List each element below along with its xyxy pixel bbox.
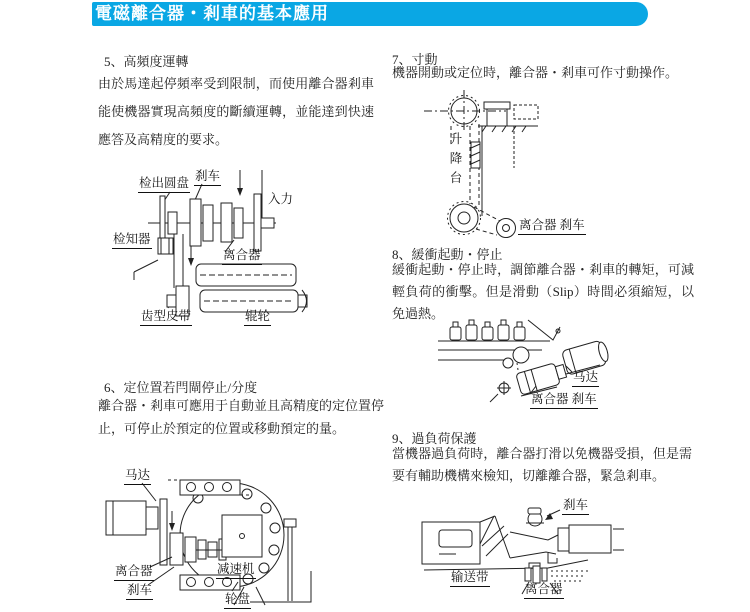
label-toothed-belt: 齿型皮带: [140, 309, 192, 326]
section-5-heading: 5、高頻度運轉: [104, 54, 189, 69]
label-brake: 刹车: [126, 583, 153, 600]
label-clutch: 离合器: [524, 582, 564, 599]
label-input: 入力: [268, 192, 294, 206]
label-clutch-brake: 离合器 刹车: [518, 218, 586, 235]
label-motor: 马达: [572, 370, 599, 387]
section-6-heading: 6、定位置若閂閘停止/分度: [104, 380, 258, 395]
label-lift-table: 升降台: [448, 132, 462, 191]
diagram-positioning-indexing: [98, 455, 333, 612]
diagram-overload-protection: [398, 482, 666, 612]
label-motor: 马达: [124, 468, 151, 485]
label-wheel-disc: 轮盘: [224, 592, 251, 609]
page-title-banner: [92, 2, 648, 26]
label-brake: 刹车: [194, 169, 221, 186]
section-8-heading: 8、緩衝起動・停止: [392, 247, 503, 262]
label-clutch: 离合器: [222, 248, 262, 265]
label-conveyor-belt: 输送带: [450, 570, 490, 587]
diagram-inching-operation: [418, 88, 623, 240]
section-7-heading: 7、寸動: [392, 52, 438, 67]
label-reducer: 减速机: [216, 562, 256, 579]
section-5-body: 由於馬達起停頻率受到限制，而使用離合器剎車能使機器實現高頻度的斷續運轉，並能達到快速應答及高精度的要求。: [98, 76, 374, 147]
label-detection-disc: 检出圆盘: [138, 176, 190, 193]
section-9-heading: 9、過負荷保護: [392, 431, 477, 446]
label-clutch: 离合器: [114, 564, 154, 581]
section-9-body: 當機器過負荷時，離合器打滑以免機器受損，但是需要有輔助機構來檢知，切離離合器，緊急剎車。: [392, 446, 692, 483]
section-7-body: 機器開動或定位時，離合器・剎車可作寸動操作。: [392, 65, 679, 80]
label-detector: 检知器: [112, 232, 152, 249]
label-brake: 刹车: [562, 498, 589, 515]
section-6-body: 離合器・剎車可應用于自動並且高精度的定位置停止，可停止於預定的位置或移動預定的量。: [98, 398, 385, 436]
section-8-body: 緩衝起動・停止時，調節離合器・剎車的轉矩，可減輕負荷的衝擊。但是滑動（Slip）時間必須縮短，以免過熱。: [392, 262, 694, 321]
label-roller: 辊轮: [244, 309, 271, 326]
diagram-soft-start-stop: [420, 308, 648, 420]
page-title: 電磁離合器・剎車的基本應用: [95, 4, 329, 23]
diagram-high-frequency-operation: [112, 168, 322, 333]
label-clutch-brake: 离合器 刹车: [530, 392, 598, 409]
